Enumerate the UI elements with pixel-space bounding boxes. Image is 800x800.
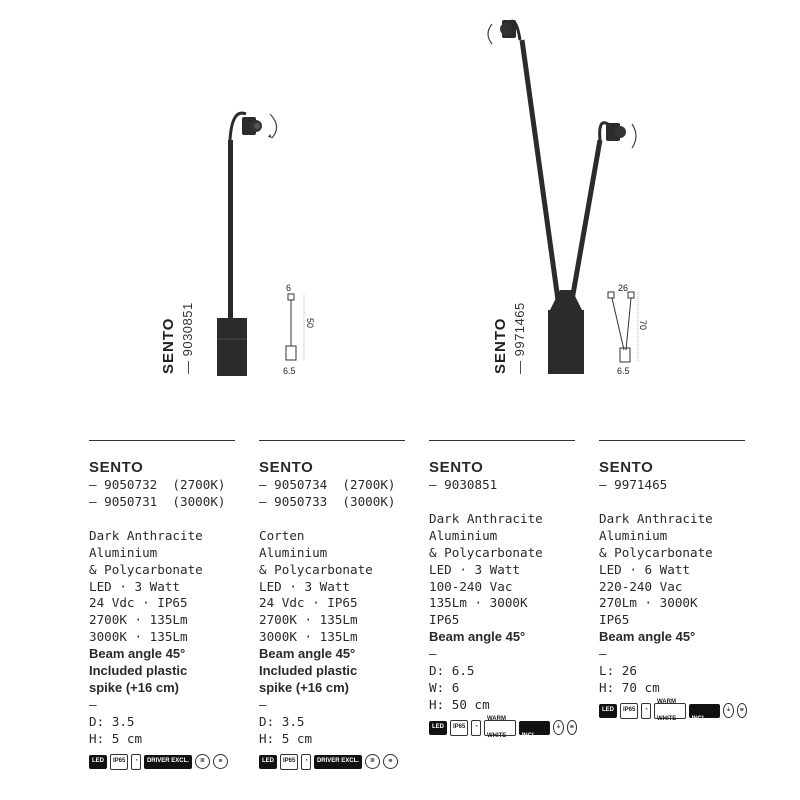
beam-angle: Beam angle 45°	[259, 646, 356, 662]
dimension: D: 3.5	[259, 713, 305, 729]
divider	[259, 440, 405, 441]
dimension: H: 50 cm	[429, 696, 490, 712]
dimmable-icon: ≋	[567, 720, 577, 735]
ip65-icon: IP65	[280, 754, 298, 770]
certification-icons	[89, 754, 237, 770]
led-icon: LED	[89, 755, 107, 769]
dim-top-single: 6	[286, 283, 292, 293]
spike-note: Included plastic	[89, 663, 188, 679]
figure-code: — 9971465	[512, 302, 527, 374]
spec-line: 220-240 Vac	[599, 578, 683, 594]
warm-white-icon: WARM WHITE	[654, 703, 686, 719]
spec-column-2	[259, 440, 407, 770]
spike-note: Included plastic	[259, 663, 358, 679]
figure-name: SENTO	[160, 317, 177, 374]
earth-icon: ⏚	[553, 720, 563, 735]
ip65-icon: IP65	[450, 720, 468, 736]
dimension: L: 26	[599, 663, 637, 679]
spec-line: & Polycarbonate	[429, 544, 543, 560]
figure-label-double	[490, 302, 528, 374]
spec-line: LED · 3 Watt	[259, 578, 350, 594]
spec-column-3	[429, 440, 577, 739]
led-icon: LED	[429, 721, 447, 735]
class-iii-icon: III	[195, 754, 210, 769]
product-code: — 9050734 (2700K)	[259, 477, 396, 492]
figure-label-single	[158, 302, 196, 374]
dimmable-icon: ≋	[737, 703, 747, 718]
spec-column-1	[89, 440, 237, 770]
spike-note: spike (+16 cm)	[89, 679, 179, 695]
spec-line: 3000K · 135Lm	[259, 629, 358, 645]
spec-line: Aluminium	[259, 544, 328, 560]
certification-icons	[599, 698, 747, 722]
spec-line: IP65	[429, 612, 460, 628]
product-code: — 9971465	[599, 477, 668, 492]
spec-line: & Polycarbonate	[89, 561, 203, 577]
product-title: SENTO	[599, 459, 654, 476]
product-code: — 9030851	[429, 477, 498, 492]
product-code: — 9050731 (3000K)	[89, 493, 226, 509]
spec-line: 2700K · 135Lm	[259, 612, 358, 628]
spec-line: LED · 3 Watt	[429, 561, 520, 577]
spec-line: Corten	[259, 527, 305, 543]
driver-incl-icon: DRIVER INCL.	[519, 721, 551, 735]
divider	[89, 440, 235, 441]
figure-name: SENTO	[492, 317, 509, 374]
product-code: — 9050732 (2700K)	[89, 477, 226, 492]
driver-excl-icon: DRIVER EXCL.	[144, 755, 192, 769]
dim-side-double: 70	[638, 319, 649, 331]
product-title: SENTO	[259, 459, 314, 476]
spec-line: 270Lm · 3000K	[599, 595, 698, 611]
spec-line: Aluminium	[89, 544, 158, 560]
certification-icons	[259, 754, 407, 770]
spec-line: & Polycarbonate	[259, 561, 373, 577]
dimension: D: 3.5	[89, 713, 135, 729]
spec-line: Aluminium	[429, 527, 498, 543]
spec-line: Aluminium	[599, 527, 668, 543]
driver-excl-icon: DRIVER EXCL.	[314, 755, 362, 769]
dimension: W: 6	[429, 679, 460, 695]
dimension: D: 6.5	[429, 663, 475, 679]
dimension: H: 5 cm	[259, 730, 313, 746]
figure-code: — 9030851	[180, 302, 195, 374]
dim-top-double: 26	[618, 283, 629, 293]
dash: —	[599, 646, 607, 662]
dim-bottom-double: 6.5	[617, 366, 630, 376]
spec-line: 24 Vdc · IP65	[89, 595, 188, 611]
dimension-drawing-single	[280, 280, 320, 380]
product-title: SENTO	[429, 459, 484, 476]
spec-line: 3000K · 135Lm	[89, 629, 188, 645]
spec-line: LED · 3 Watt	[89, 578, 180, 594]
spec-line: 100-240 Vac	[429, 578, 513, 594]
dash: —	[89, 696, 97, 712]
beam-angle: Beam angle 45°	[89, 646, 186, 662]
beam-angle-icon: ◔	[131, 754, 141, 770]
divider	[429, 440, 575, 441]
led-icon: LED	[599, 704, 617, 718]
certification-icons	[429, 715, 577, 739]
ip65-icon: IP65	[110, 754, 128, 770]
dimmable-icon: ≋	[383, 754, 398, 769]
dimmable-icon: ≋	[213, 754, 228, 769]
beam-angle: Beam angle 45°	[599, 629, 696, 645]
dim-bottom-single: 6.5	[283, 366, 296, 376]
earth-icon: ⏚	[723, 703, 733, 718]
ip65-icon: IP65	[620, 703, 638, 719]
spec-line: Dark Anthracite	[599, 510, 713, 526]
spec-line: Dark Anthracite	[429, 510, 543, 526]
product-code: — 9050733 (3000K)	[259, 493, 396, 509]
beam-angle-icon: ◔	[641, 703, 651, 719]
spike-note: spike (+16 cm)	[259, 679, 349, 695]
dimension: H: 5 cm	[89, 730, 143, 746]
dimension: H: 70 cm	[599, 679, 660, 695]
spec-line: 2700K · 135Lm	[89, 612, 188, 628]
spec-line: 24 Vdc · IP65	[259, 595, 358, 611]
spec-line: & Polycarbonate	[599, 544, 713, 560]
beam-angle-icon: ◔	[471, 720, 481, 736]
spec-column-4	[599, 440, 747, 722]
spec-line: LED · 6 Watt	[599, 561, 690, 577]
dash: —	[429, 646, 437, 662]
beam-angle: Beam angle 45°	[429, 629, 526, 645]
warm-white-icon: WARM WHITE	[484, 720, 516, 736]
divider	[599, 440, 745, 441]
dash: —	[259, 696, 267, 712]
spec-line: Dark Anthracite	[89, 527, 203, 543]
spec-line: 135Lm · 3000K	[429, 595, 528, 611]
dim-side-single: 50	[305, 317, 316, 329]
product-title: SENTO	[89, 459, 144, 476]
class-iii-icon: III	[365, 754, 380, 769]
driver-incl-icon: DRIVER INCL.	[689, 704, 721, 718]
spec-line: IP65	[599, 612, 630, 628]
beam-angle-icon: ◔	[301, 754, 311, 770]
led-icon: LED	[259, 755, 277, 769]
